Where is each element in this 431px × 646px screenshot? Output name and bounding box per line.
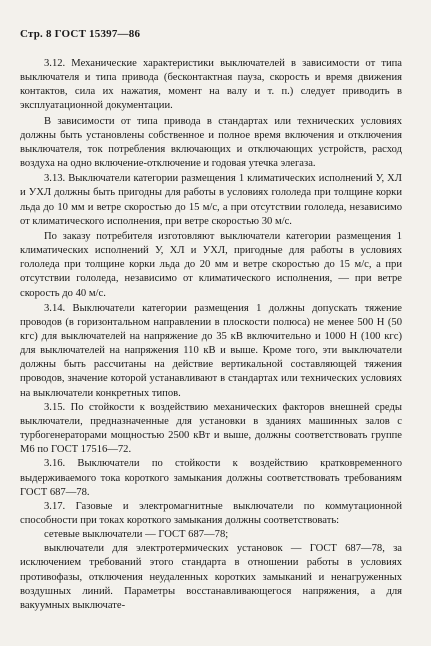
paragraph-electrothermal: выключатели для электротермических установок — ГОСТ 687—78, за исключением требований этого стандарта в отношении работы в условиях противофазы, отключения неудаленных коротких замыканий и ненагруженных воздушных линий. Параметры восстанавливающегося напряжения, а для вакуумных выключате- xyxy=(20,543,402,611)
paragraph-drive-type: В зависимости от типа привода в стандартах или технических условиях должны быть установлены собственное и полное время включения и отключения выключателя, ток потребления включающих и отключающих устройств, расход воздуха на одно включение-отключение и годовая утечка элегаза. xyxy=(20,115,402,170)
paragraph-3-14: 3.14. Выключатели категории размещения 1 должны допускать тяжение проводов (в горизонтальном направлении в плоскости полюса) не менее 500 Н (50 кгс) для выключателей на напряжение до 35 кВ включительно и 1000 Н (100 кгс) для выключателей на напряжения 110 кВ и выше. Кроме того, эти выключатели должны быть рассчитаны на действие вертикальной составляющей тяжения проводов, значение которой устанавливают в стандартах или технических условиях на выключатели конкретных типов. xyxy=(20,302,402,399)
paragraph-network-switches: сетевые выключатели — ГОСТ 687—78; xyxy=(44,529,229,541)
paragraph-3-15: 3.15. По стойкости к воздействию механических факторов внешней среды выключатели, предназначенные для установки в зданиях машинных залов с турбогенераторами мощностью 2500 кВт и выше, должны соответствовать группе М6 по ГОСТ 17516—72. xyxy=(20,401,402,456)
paragraph-3-17: 3.17. Газовые и электромагнитные выключатели по коммутационной способности при токах короткого замыкания должны соответствовать: xyxy=(20,500,402,526)
paragraph-customer-order: По заказу потребителя изготовляют выключатели категории размещения 1 климатических исполнений У, ХЛ и УХЛ, пригодные для работы в условиях гололеда при толщине корки льда до 20 мм и ветре скоростью до 15 м/с, а при отсутствии гололеда, независимо от климатического исполнения, — при ветре скорость до 40 м/с. xyxy=(20,230,402,299)
paragraph-3-12: 3.12. Механические характеристики выключателей в зависимости от типа выключателя и типа привода (бесконтактная пауза, скорость и время движения контактов, сила их нажатия, момент на валу и т. п.) следует приводить в эксплуатационной документации. xyxy=(20,58,402,112)
page-header: Стр. 8 ГОСТ 15397—86 xyxy=(20,28,141,40)
paragraph-3-13: 3.13. Выключатели категории размещения 1 климатических исполнений У, ХЛ и УХЛ должны быть пригодны для работы в условиях гололеда при толщине корки льда до 10 мм и ветре скоростью до 15 м/с, а при отсутствии гололеда, независимо от климатического исполнения, при ветре скоростью 30 м/с. xyxy=(20,173,402,227)
paragraph-3-16: 3.16. Выключатели по стойкости к воздействию кратковременного выдерживаемого тока короткого замыкания должны соответствовать требованиям ГОСТ 687—78. xyxy=(20,458,402,498)
document-body xyxy=(20,57,402,613)
